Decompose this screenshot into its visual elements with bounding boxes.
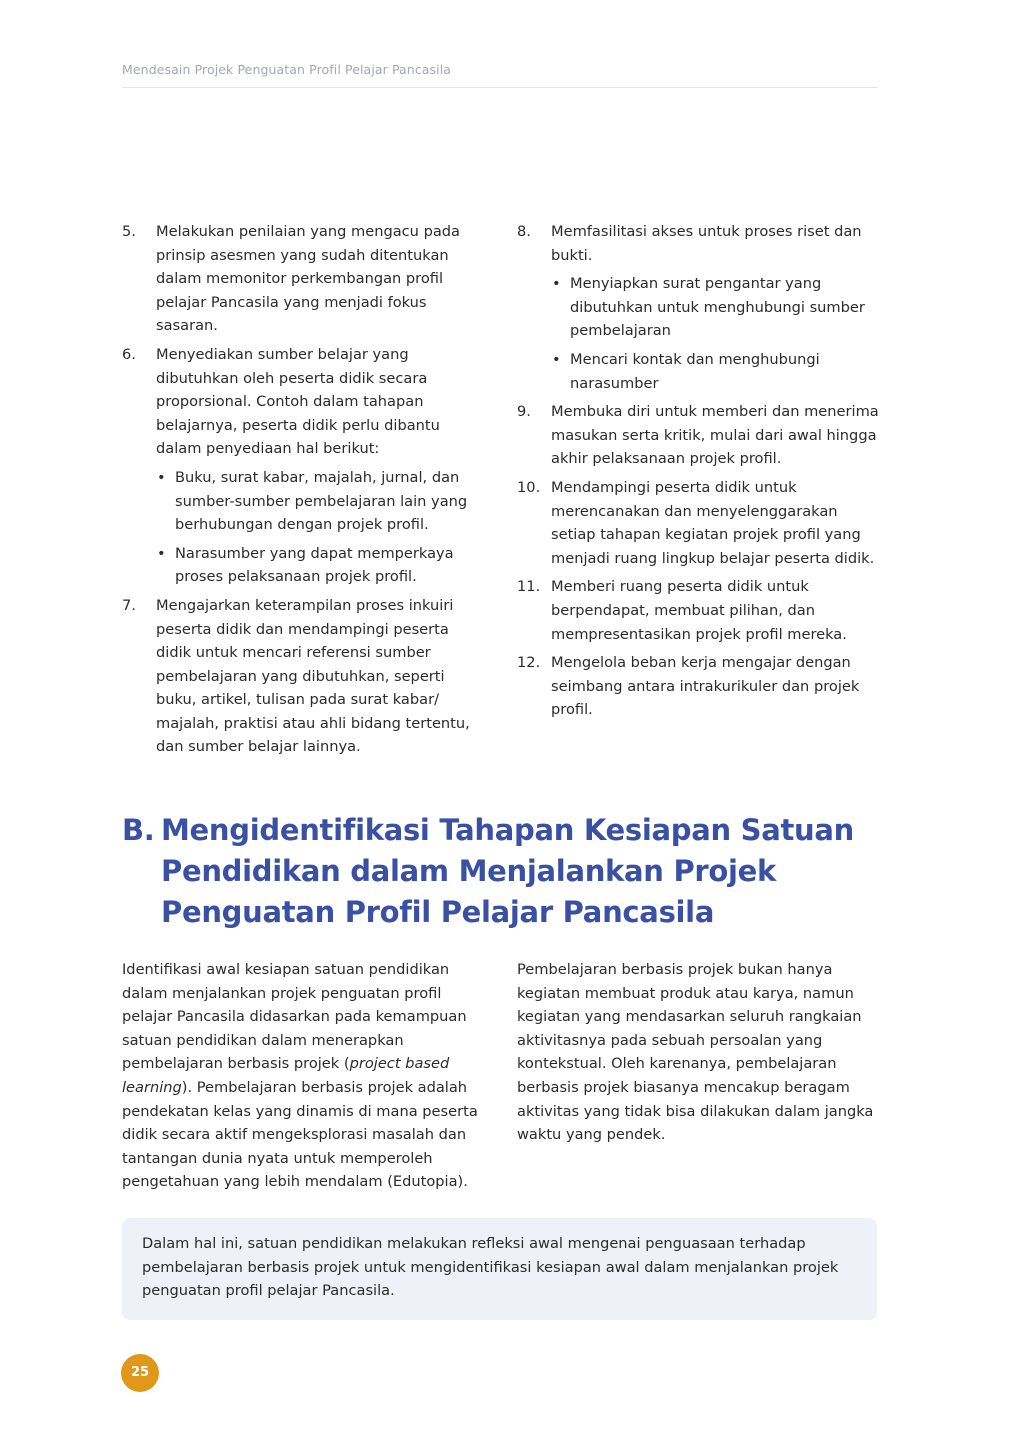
list-item-number: 7. [122,596,136,614]
intro-left-italic-term: project based learning [122,1055,450,1096]
list-item-number: 8. [517,223,531,240]
page-number-badge: 25 [121,1354,159,1392]
bullet-dot-icon: • [157,468,166,486]
responsibility-list-left [122,220,484,764]
intro-paragraph-right: Pembelajaran berbasis projek bukan hanya kegiatan membuat produk atau karya, namun kegiatan yang mendasarkan seluruh rangkaian aktivitasnya pada sebuah persoalan yang kontekstual. Oleh karenanya, pembelajaran berbasis projek biasanya mencakup beragam aktivitas yang tidak bisa dilakukan dalam jangka waktu yang pendek. [517,961,874,1144]
list-item [517,220,881,395]
sub-bullet-text: Menyiapkan surat pengantar yang dibutuhkan untuk menghubungi sumber pembelajaran [570,275,865,340]
list-item-number: 9. [517,403,531,421]
sub-bullet-item [551,348,881,395]
list-item-number: 12. [517,654,541,672]
sub-bullet-text: Narasumber yang dapat memperkaya proses pelaksanaan projek profil. [175,544,454,586]
sub-bullet-item [156,542,484,589]
list-item [517,651,881,722]
sub-bullet-text: Buku, surat kabar, majalah, jurnal, dan sumber-sumber pembelajaran lain yang berhubungan dengan projek profil. [175,468,468,534]
list-item-text: Melakukan penilaian yang mengacu pada prinsip asesmen yang sudah ditentukan dalam memonitor perkembangan profil pelajar Pancasila yang menjadi fokus sasaran. [156,223,460,335]
list-item-number: 5. [122,223,136,240]
callout-text: Dalam hal ini, satuan pendidikan melakukan refleksi awal mengenai penguasaan terhadap pembelajaran berbasis projek untuk mengidentifikasi kesiapan awal dalam menjalankan projek penguatan profil pelajar Pancasila. [142,1235,839,1300]
sub-bullet-item [551,272,881,343]
section-title: Mengidentifikasi Tahapan Kesiapan Satuan Pendidikan dalam Menjalankan Projek Penguatan Profil Pelajar Pancasila [161,813,855,929]
list-item-text: Mendampingi peserta didik untuk merencanakan dan menyelenggarakan setiap tahapan kegiatan projek profil yang menjadi ruang lingkup belajar peserta didik. [551,478,875,567]
sub-bullet-list [156,466,484,589]
list-item [122,343,484,589]
bullet-dot-icon: • [552,350,561,368]
list-item-text: Memfasilitasi akses untuk proses riset dan bukti. [551,223,862,264]
sub-bullet-list [551,272,881,395]
bullet-dot-icon: • [552,275,561,293]
list-item-number: 6. [122,345,136,363]
list-item-number: 10. [517,478,541,496]
list-item-number: 11. [517,578,541,596]
reflection-callout [122,1218,877,1320]
list-item [517,476,881,570]
section-heading [122,810,882,933]
list-item-text: Memberi ruang peserta didik untuk berpendapat, membuat pilihan, dan mempresentasikan projek profil mereka. [551,578,847,643]
list-item-text: Mengelola beban kerja mengajar dengan seimbang antara intrakurikuler dan projek profil. [551,654,860,719]
list-item [122,220,484,338]
intro-left-text-1: Identifikasi awal kesiapan satuan pendidikan dalam menjalankan projek penguatan profil pelajar Pancasila didasarkan pada kemampuan satuan pendidikan dalam menerapkan pembelajaran berbasis projek ( [122,961,467,1073]
intro-paragraph-left [122,958,487,1194]
section-letter: B. [122,813,155,847]
list-item [517,400,881,471]
list-item-text: Mengajarkan keterampilan proses inkuiri peserta didik dan mendampingi peserta didik untuk mencari referensi sumber pembelajaran yang dibutuhkan, seperti buku, artikel, tulisan pada surat kabar/ majalah, praktisi atau ahli bidang tertentu, dan sumber belajar lainnya. [156,596,470,756]
list-item-text: Membuka diri untuk memberi dan menerima masukan serta kritik, mulai dari awal hingga akhir pelaksanaan projek profil. [551,403,879,468]
intro-left-text-2: ). Pembelajaran berbasis projek adalah pendekatan kelas yang dinamis di mana peserta didik secara aktif mengeksplorasi masalah dan tantangan dunia nyata untuk memperoleh pengetahuan yang lebih mendalam (Edutopia). [122,1078,478,1191]
list-item [517,575,881,646]
bullet-dot-icon: • [157,544,166,562]
list-item-text: Menyediakan sumber belajar yang dibutuhkan oleh peserta didik secara proporsional. Contoh dalam tahapan belajarnya, peserta didik perlu dibantu dalam penyediaan hal berikut: [156,345,440,458]
running-header: Mendesain Projek Penguatan Profil Pelajar Pancasila [122,62,452,77]
list-item [122,594,484,759]
sub-bullet-text: Mencari kontak dan menghubungi narasumber [570,350,820,392]
sub-bullet-item [156,466,484,537]
responsibility-list-right [517,220,881,727]
header-divider [122,87,878,88]
